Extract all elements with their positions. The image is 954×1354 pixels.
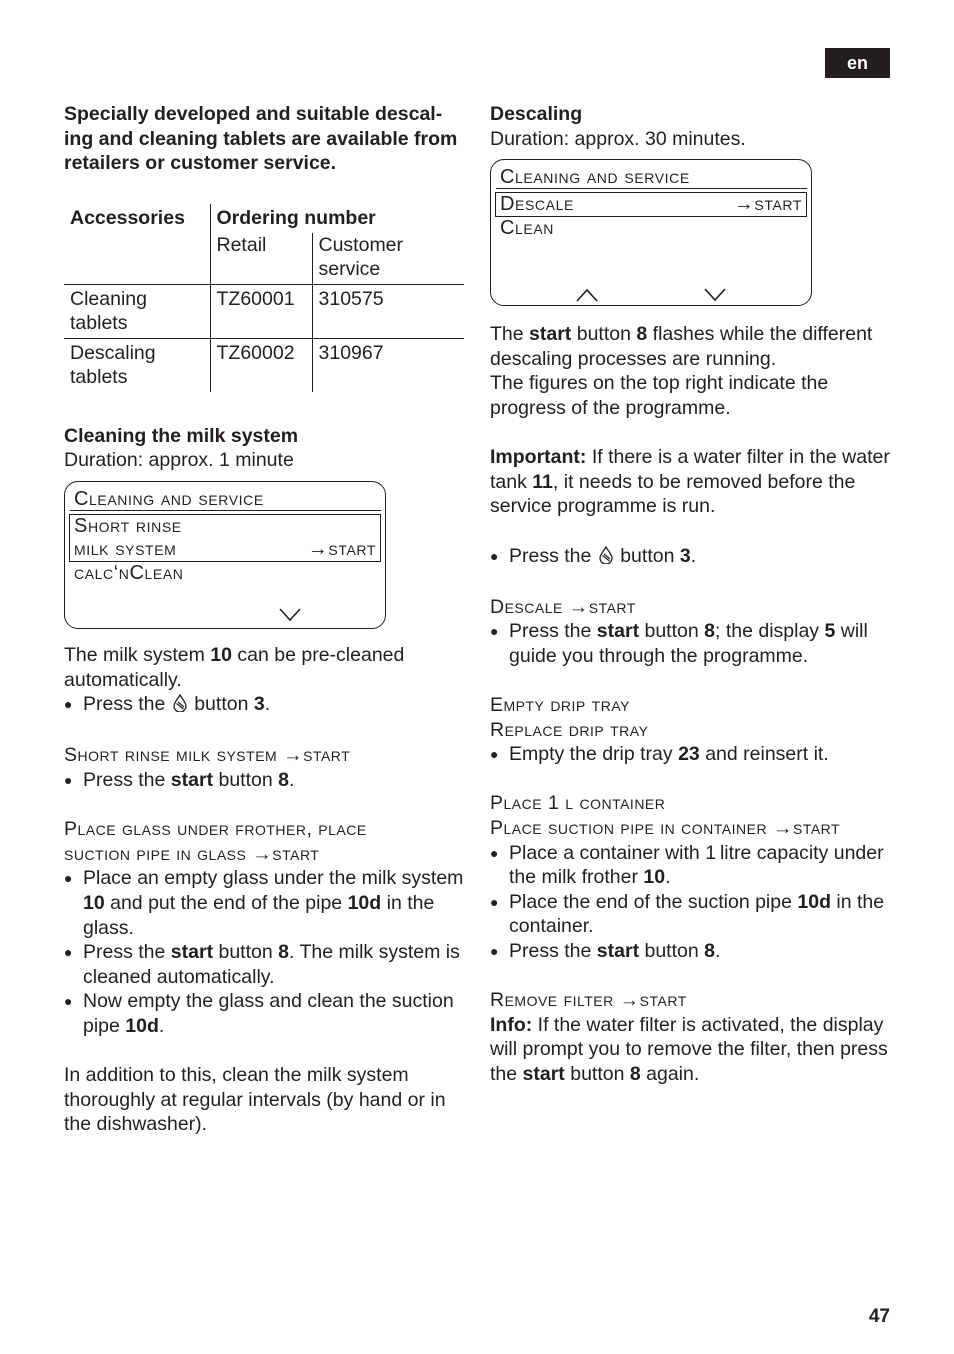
list-item: ● Press the start button 8. The milk system is cleaned automatically. xyxy=(64,940,464,989)
list-item: ● Place the end of the suction pipe 10d in the container. xyxy=(490,890,895,939)
step-place-glass-2: suction pipe in glass →start xyxy=(64,842,320,865)
accessories-table xyxy=(64,204,464,392)
list-item: ● Press the button 3. xyxy=(64,692,464,719)
list-item: ● Place an empty glass under the milk system 10 and put the end of the pipe 10d in the glass. xyxy=(64,866,464,940)
list-item: ● Place a container with 1 litre capacity under the milk frother 10. xyxy=(490,841,895,890)
display-selection: Descale →start xyxy=(495,192,807,217)
chevron-down-icon xyxy=(704,288,726,302)
right-column xyxy=(490,102,895,1087)
important-note: Important: If there is a water filter in the water tank 11, it needs to be removed before the service programme is run. xyxy=(490,446,890,518)
descale-duration: Duration: approx. 30 minutes. xyxy=(490,127,746,150)
step-place-pipe: Place suction pipe in container →start xyxy=(490,817,841,840)
milk-preclean-text: The milk system 10 can be pre-cleaned automatically. xyxy=(64,643,405,691)
list-item: ● Now empty the glass and clean the suction pipe 10d. xyxy=(64,989,464,1038)
left-column xyxy=(64,102,464,1137)
table-header-accessories: Accessories xyxy=(70,206,185,229)
language-badge: en xyxy=(825,48,890,78)
list-item: ● Press the start button 8. xyxy=(490,939,895,964)
chevron-down-icon xyxy=(279,608,301,622)
step-place-glass: Place glass under frother, place xyxy=(64,818,367,841)
step-descale: Descale →start xyxy=(490,595,636,618)
step-replace-tray: Replace drip tray xyxy=(490,718,649,741)
page-number: 47 xyxy=(868,1306,890,1327)
info-note: Info: If the water filter is activated, the display will prompt you to remove the filter, then press the start button 8 again. xyxy=(490,1013,888,1085)
display-line: Clean xyxy=(500,217,555,240)
closing-text: In addition to this, clean the milk system thoroughly at regular intervals (by hand or in the dishwasher). xyxy=(64,1064,446,1136)
step-empty-tray: Empty drip tray xyxy=(490,694,630,717)
step-remove-filter: Remove filter →start xyxy=(490,989,687,1012)
intro-text: Specially developed and suitable descaling and cleaning tablets are available from retailers or customer service. xyxy=(64,103,458,175)
list-item: ● Press the start button 8. xyxy=(64,768,464,793)
milk-heading: Cleaning the milk system xyxy=(64,424,299,447)
cleaning-drop-icon xyxy=(171,694,189,719)
table-subheader-customer: Customer service xyxy=(312,233,464,285)
display-header: Cleaning and service xyxy=(70,488,381,511)
table-row: Descaling tablets TZ60002 310967 xyxy=(64,338,464,392)
display-descale xyxy=(490,159,812,306)
table-header-ordering: Ordering number xyxy=(210,204,464,233)
step-short-rinse: Short rinse milk system →start xyxy=(64,744,351,767)
list-item: ● Press the button 3. xyxy=(490,544,895,571)
display-header: Cleaning and service xyxy=(496,166,807,189)
start-flashes-text: The start button 8 flashes while the different descaling processes are running. xyxy=(490,323,873,370)
display-selection: Short rinse milk system →start xyxy=(69,514,381,562)
table-subheader-retail: Retail xyxy=(210,233,312,285)
cleaning-drop-icon xyxy=(597,546,615,571)
display-milk-clean xyxy=(64,481,386,629)
chevron-up-icon xyxy=(576,288,598,302)
list-item: ● Press the start button 8; the display 5 will guide you through the programme. xyxy=(490,619,895,668)
table-row: Cleaning tablets TZ60001 310575 xyxy=(64,284,464,338)
milk-duration: Duration: approx. 1 minute xyxy=(64,449,294,472)
list-item: ● Empty the drip tray 23 and reinsert it. xyxy=(490,742,895,767)
progress-text: The figures on the top right indicate the progress of the programme. xyxy=(490,372,829,419)
display-line: calc‘nClean xyxy=(74,561,184,584)
descale-heading: Descaling xyxy=(490,103,583,125)
step-place-container: Place 1 l container xyxy=(490,792,666,815)
